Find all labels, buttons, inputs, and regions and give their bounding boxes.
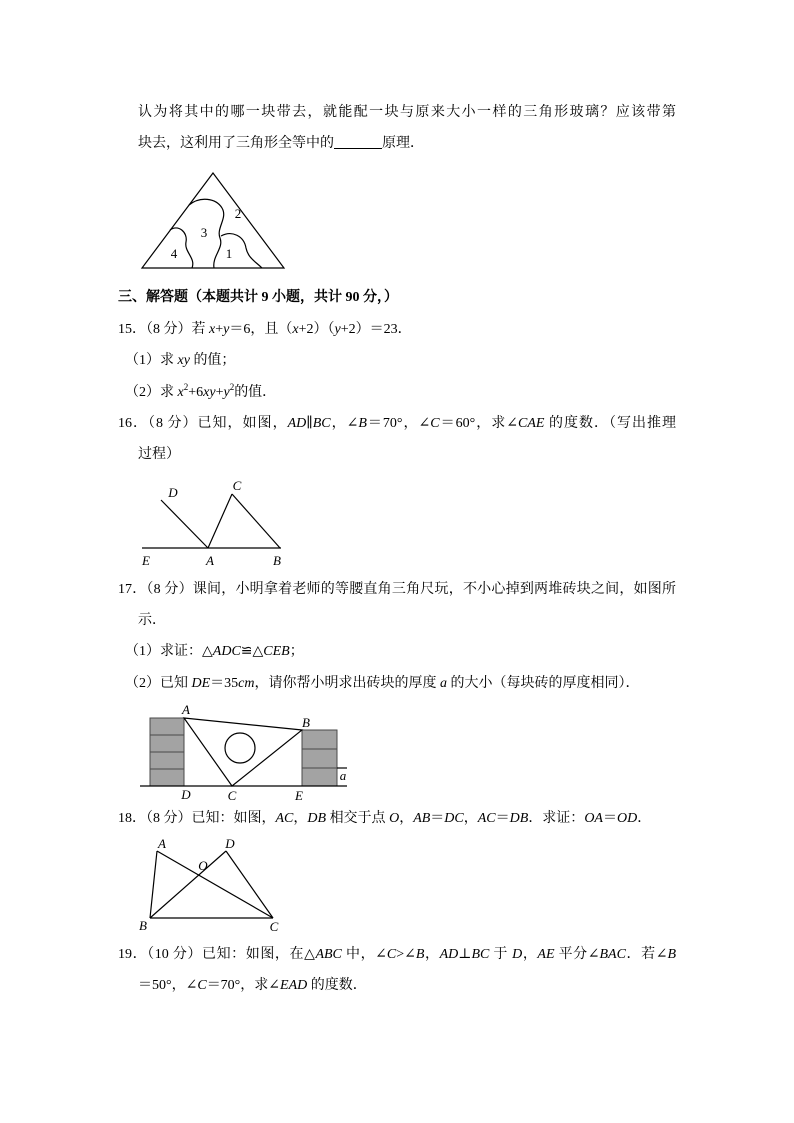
- broken-glass-figure: [142, 173, 284, 268]
- math-variable: cm: [238, 676, 255, 691]
- text-run: ，∠: [330, 416, 359, 431]
- segment-AB: [150, 851, 157, 918]
- point-label-E: E: [142, 553, 150, 568]
- text-run: +: [215, 322, 224, 337]
- text-run: 的度数．: [307, 978, 367, 993]
- math-variable: xy: [203, 385, 216, 400]
- text-run: ＝: [430, 811, 445, 826]
- math-variable: BAC: [599, 947, 626, 962]
- text-run: ，: [463, 811, 478, 826]
- math-variable: a: [440, 676, 447, 691]
- right-brick-stack: [302, 730, 337, 786]
- math-variable: DB: [509, 811, 529, 826]
- text-run: 的值．: [234, 385, 277, 400]
- math-variable: OD: [616, 811, 638, 826]
- point-label-C: C: [227, 788, 237, 803]
- point-label-E: E: [295, 788, 303, 803]
- piece-label-4: 4: [170, 246, 178, 261]
- thickness-label-a: a: [339, 768, 347, 783]
- math-variable: O: [389, 811, 400, 826]
- text-run: 的度数．（写出推理: [544, 416, 676, 431]
- text-run: 19．（10 分）已知：如图，在△: [118, 947, 316, 962]
- math-variable: y: [223, 385, 230, 400]
- math-variable: x: [209, 322, 216, 337]
- point-label-C: C: [269, 919, 279, 934]
- math-variable: EAD: [280, 978, 308, 993]
- text-run: ，请你帮小明求出砖块的厚度: [254, 676, 440, 691]
- brick: [150, 735, 184, 752]
- text-run: ＝: [495, 811, 510, 826]
- brick: [150, 752, 184, 769]
- text-run: +2）＝23．: [340, 322, 412, 337]
- text-run: +6: [188, 385, 204, 400]
- set-square-triangle: [184, 718, 302, 786]
- segment-AC: [208, 494, 232, 548]
- point-label-D: D: [225, 836, 235, 851]
- text-run: （1）求: [125, 353, 178, 368]
- q16-figure: [141, 478, 281, 568]
- text-run: 过程）: [138, 447, 180, 462]
- text-run: ．若∠: [625, 947, 668, 962]
- text-run: 块去，这利用了三角形全等中的: [138, 136, 334, 151]
- text-run: ＝70°，∠: [366, 416, 431, 431]
- piece-label-3: 3: [200, 225, 208, 240]
- text-run: ；: [289, 644, 304, 659]
- q18-figure: [139, 836, 279, 934]
- text-run: （2）已知: [125, 676, 192, 691]
- math-variable: OA: [584, 811, 603, 826]
- text-run: ，: [293, 811, 308, 826]
- text-run: 15．（8 分）若: [118, 322, 209, 337]
- text-run: ＝60°，求∠: [439, 416, 518, 431]
- left-brick-stack: [150, 718, 184, 786]
- math-variable: AC: [275, 811, 294, 826]
- glass-triangle-outline: [142, 173, 284, 268]
- piece-label-1: 1: [225, 246, 233, 261]
- math-exponent: 2: [229, 382, 235, 392]
- point-label-B: B: [302, 715, 310, 730]
- math-variable: D: [512, 947, 523, 962]
- text-run: （1）求证：△: [125, 644, 213, 659]
- math-variable: C: [386, 947, 397, 962]
- math-variable: AD: [287, 416, 307, 431]
- math-variable: BC: [471, 947, 490, 962]
- text-run: 16．（8 分）已知，如图，: [118, 416, 288, 431]
- math-variable: x: [177, 385, 184, 400]
- text-run: ＝70°，求∠: [206, 978, 281, 993]
- text-run: 中，∠: [341, 947, 387, 962]
- text-run: >∠: [396, 947, 416, 962]
- segment-DA: [161, 500, 208, 548]
- text-run: ∥: [306, 416, 313, 431]
- text-run: ，: [399, 811, 414, 826]
- point-label-D: D: [181, 787, 191, 802]
- math-variable: y: [334, 322, 341, 337]
- point-label-D: D: [168, 485, 178, 500]
- brick: [302, 730, 337, 749]
- brick: [302, 749, 337, 768]
- math-variable: CAE: [517, 416, 545, 431]
- math-variable: BC: [312, 416, 331, 431]
- math-variable: AB: [413, 811, 431, 826]
- math-exponent: 2: [183, 382, 189, 392]
- math-variable: AD: [439, 947, 459, 962]
- math-variable: CEB: [263, 644, 290, 659]
- point-label-B: B: [273, 553, 281, 568]
- point-label-A: A: [158, 836, 166, 851]
- math-variable: B: [358, 416, 367, 431]
- math-variable: ABC: [315, 947, 342, 962]
- text-run: 的大小（每块砖的厚度相同）．: [447, 676, 640, 691]
- text-run: 18．（8 分）已知：如图，: [118, 811, 276, 826]
- math-variable: DC: [444, 811, 464, 826]
- text-run: ＝: [602, 811, 617, 826]
- text-run: 17．（8 分）课间，小明拿着老师的等腰直角三角尺玩，不小心掉到两堆砖块之间，如图所: [118, 582, 676, 597]
- math-variable: B: [415, 947, 425, 962]
- text-run: ．求证：: [528, 811, 585, 826]
- point-label-A: A: [206, 553, 214, 568]
- text-run: ，: [424, 947, 440, 962]
- text-run: ．: [637, 811, 652, 826]
- point-label-B: B: [139, 918, 147, 933]
- brick: [150, 769, 184, 786]
- text-run: 的值；: [189, 353, 236, 368]
- point-label-A: A: [182, 702, 190, 717]
- brick: [302, 768, 337, 786]
- text-run: 相交于点: [326, 811, 390, 826]
- math-variable: AC: [477, 811, 496, 826]
- math-variable: xy: [177, 353, 190, 368]
- q17-figure: [140, 702, 347, 803]
- text-run: +: [215, 385, 224, 400]
- text-run: 平分∠: [554, 947, 600, 962]
- set-square-hole: [225, 733, 255, 763]
- math-variable: x: [292, 322, 299, 337]
- text-run: 认为将其中的哪一块带去，就能配一块与原来大小一样的三角形玻璃？应该带第: [138, 105, 676, 120]
- point-label-O: O: [198, 858, 208, 873]
- math-variable: AE: [537, 947, 555, 962]
- text-run: （2）求: [125, 385, 178, 400]
- brick: [150, 718, 184, 735]
- text-run: 原理．: [382, 136, 424, 151]
- segment-DC: [226, 851, 273, 918]
- math-variable: C: [197, 978, 207, 993]
- text-run: 示．: [138, 613, 166, 628]
- piece-label-2: 2: [234, 206, 242, 221]
- text-run: ≌△: [240, 644, 264, 659]
- text-run: ＝6，且（: [229, 322, 293, 337]
- text-run: ⊥: [458, 947, 472, 962]
- text-run: ＝35: [210, 676, 239, 691]
- text-run: 于: [489, 947, 513, 962]
- math-variable: B: [667, 947, 676, 962]
- section-heading: 三、解答题（本题共计 9 小题，共计 90 分，）: [118, 290, 398, 305]
- math-variable: ADC: [212, 644, 241, 659]
- math-variable: y: [223, 322, 230, 337]
- text-run: ，: [522, 947, 538, 962]
- point-label-C: C: [232, 478, 242, 493]
- math-variable: DB: [307, 811, 327, 826]
- math-variable: C: [430, 416, 440, 431]
- text-run: ＝50°，∠: [138, 978, 198, 993]
- text-run: +2）（: [298, 322, 335, 337]
- math-variable: DE: [191, 676, 211, 691]
- segment-CB: [232, 494, 280, 548]
